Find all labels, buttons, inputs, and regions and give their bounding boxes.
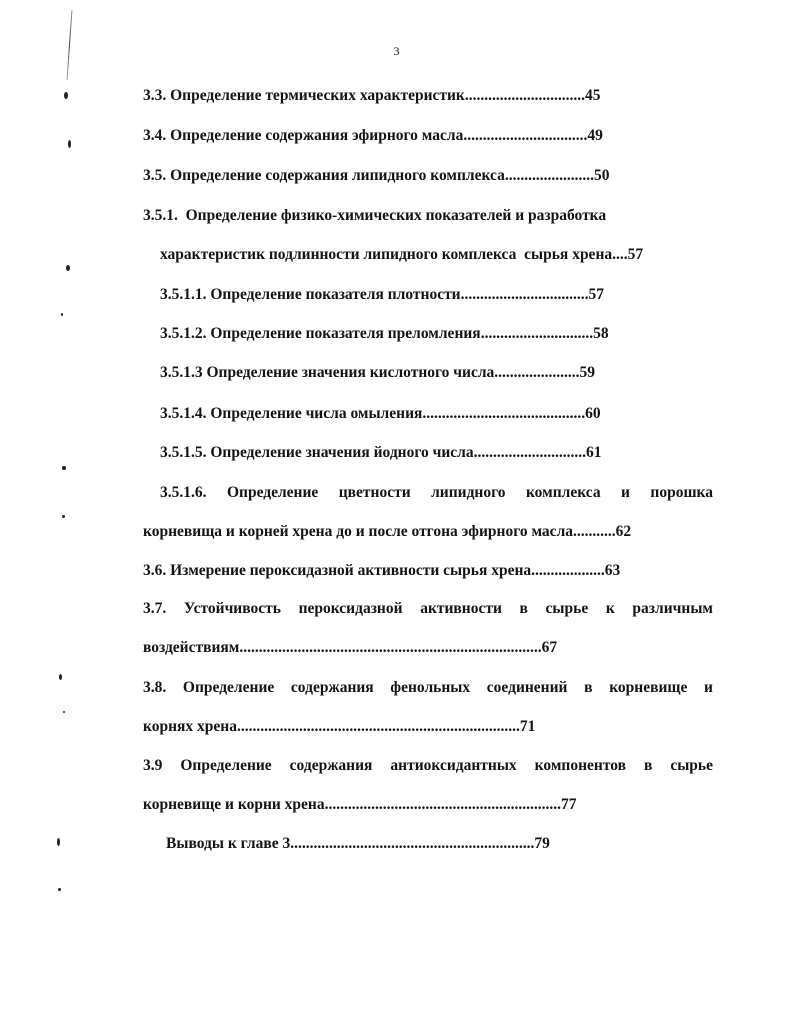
scan-smudge xyxy=(57,838,60,846)
toc-leader-dots: ............................................................... xyxy=(290,835,535,852)
scan-smudge xyxy=(62,515,65,518)
toc-entry-line2 xyxy=(160,245,713,265)
toc-page-ref: 50 xyxy=(593,167,610,184)
toc-entry-title: 3.4. Определение содержания эфирного масла xyxy=(143,127,464,144)
toc-entry-title: 3.5.1.2. Определение показателя преломления xyxy=(160,325,481,342)
toc-entry-line1 xyxy=(143,599,713,619)
toc-leader-dots: ........................... xyxy=(480,325,586,342)
toc-entry-line1 xyxy=(143,678,713,698)
toc-entry-title: 3.5.1.1. Определение показателя плотности xyxy=(160,286,461,303)
toc-entry-line2 xyxy=(143,717,713,737)
toc-leader-dots: ........................................................................ xyxy=(236,718,516,735)
toc-entry xyxy=(160,285,713,305)
toc-entry-title: 3.5.1.4. Определение числа омыления xyxy=(160,405,423,422)
scan-smudge xyxy=(59,674,62,680)
toc-entry xyxy=(160,443,713,463)
toc-leader-dots: .......... xyxy=(573,523,612,540)
toc-leader-dots: ........................................................... xyxy=(324,796,554,813)
toc-page-ref: .61 xyxy=(582,444,602,461)
toc-entry-line2 xyxy=(143,795,713,815)
toc-entry-conclusions xyxy=(166,834,692,854)
toc-entry-title: 3.5.1.3 Определение значения кислотного числа xyxy=(160,364,495,381)
toc-page-ref: 79 xyxy=(534,835,550,852)
toc-entry xyxy=(160,363,700,383)
toc-entry-title: 3.8. Определение содержания фенольных соединений в корневище и xyxy=(143,679,713,696)
toc-entry-title: 3.3. Определение термических характеристик xyxy=(143,87,465,104)
toc-entry-line1 xyxy=(160,483,713,503)
toc-page-ref: .63 xyxy=(600,562,621,579)
toc-entry-title: 3.6. Измерение пероксидазной активности сырья хрена xyxy=(143,562,532,579)
scan-smudge xyxy=(58,888,61,891)
scan-smudge xyxy=(63,711,65,713)
toc-page-ref: ..60 xyxy=(577,405,601,422)
toc-entry-title: 3.5.1. Определение физико-химических показателей и разработка xyxy=(143,207,607,224)
toc-entry-line1 xyxy=(143,206,713,226)
toc-entry xyxy=(160,404,713,424)
toc-entry-title: 3.5.1.6. Определение цветности липидного комплекса и порошка xyxy=(160,484,713,501)
toc-page-ref: .57 xyxy=(623,246,644,263)
toc-page-ref: ..58 xyxy=(585,325,609,342)
toc-entry-title: 3.9 Определение содержания антиоксидантных компонентов в сырье xyxy=(143,757,713,774)
toc-entry xyxy=(143,126,713,146)
scan-smudge xyxy=(68,140,71,148)
toc-page-ref: .45 xyxy=(581,87,601,104)
toc-page-ref: .62 xyxy=(611,523,632,540)
toc-entry xyxy=(143,86,713,106)
toc-entry-title: Выводы к главе 3 xyxy=(166,835,291,852)
toc-entry-line2 xyxy=(143,638,713,658)
toc-leader-dots: .............................. xyxy=(463,127,580,144)
scan-smudge xyxy=(66,265,70,271)
toc-entry-title: корневище и корни хрена xyxy=(143,796,325,813)
toc-leader-dots: .............................. xyxy=(464,87,582,104)
toc-page-ref: ....67 xyxy=(526,639,558,656)
scan-smudge xyxy=(61,313,63,316)
toc-entry-title: характеристик подлинности липидного комплекса сырья хрена xyxy=(160,246,613,263)
toc-page-ref: ..77 xyxy=(553,796,577,813)
toc-page-ref: 59 xyxy=(579,364,596,381)
page-number: 3 xyxy=(393,44,400,58)
toc-entry-title: 3.7. Устойчивость пероксидазной активности в сырье к различным xyxy=(143,600,713,617)
toc-leader-dots: ... xyxy=(612,246,624,263)
toc-page-ref: .71 xyxy=(515,718,536,735)
toc-leader-dots: ........................................ xyxy=(422,405,578,422)
toc-leader-dots: ....................... xyxy=(504,167,594,184)
toc-leader-dots: ................................. xyxy=(460,286,589,303)
toc-leader-dots: ............................ xyxy=(473,444,583,461)
toc-entry-title: корнях хрена xyxy=(143,718,237,735)
toc-entry-title: воздействиям xyxy=(143,639,240,656)
toc-entry xyxy=(160,324,713,344)
toc-entry-title: 3.5.1.5. Определение значения йодного числа xyxy=(160,444,474,461)
scan-smudge xyxy=(64,92,68,99)
toc-entry xyxy=(143,166,713,186)
toc-page-ref: 57 xyxy=(588,286,604,303)
toc-entry-line2 xyxy=(143,522,713,542)
toc-page-ref: ..49 xyxy=(579,127,603,144)
toc-leader-dots: .................. xyxy=(531,562,601,579)
toc-leader-dots: .......................................................................... xyxy=(239,639,527,656)
scan-smudge xyxy=(62,466,66,470)
toc-entry-title: корневища и корней хрена до и после отгона эфирного масла xyxy=(143,523,574,540)
toc-entry-title: 3.5. Определение содержания липидного комплекса xyxy=(143,167,505,184)
toc-entry xyxy=(143,561,713,581)
toc-entry-line1 xyxy=(143,756,713,776)
toc-leader-dots: ...................... xyxy=(494,364,580,381)
